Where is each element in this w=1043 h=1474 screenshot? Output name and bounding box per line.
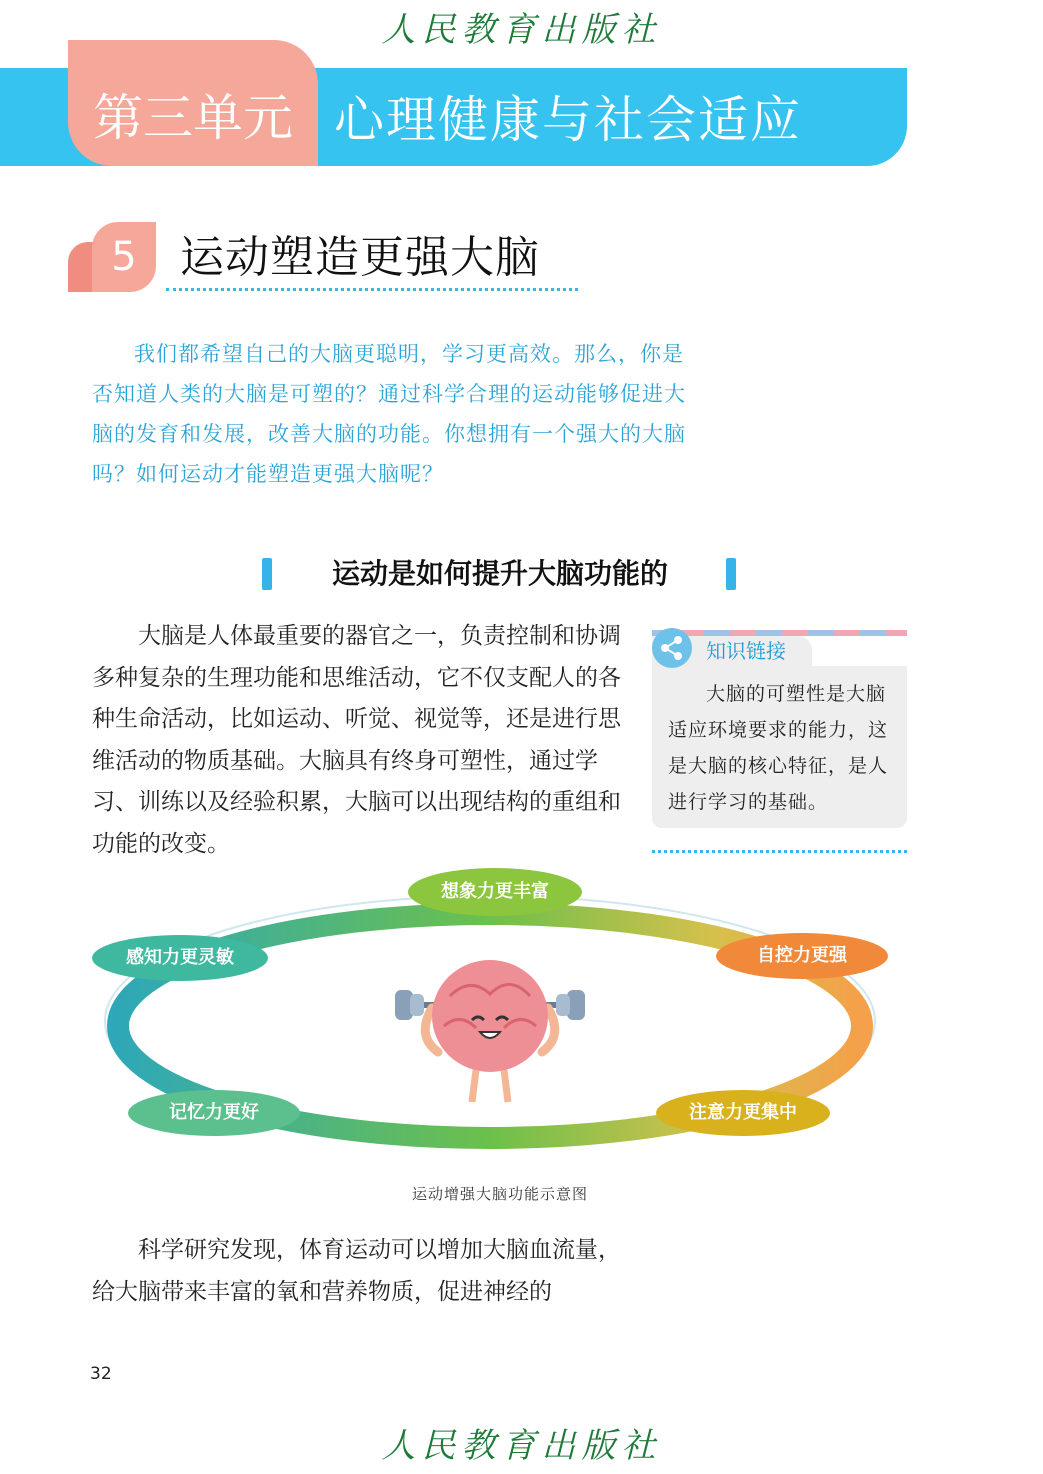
intro-paragraph: 我们都希望自己的大脑更聪明，学习更高效。那么，你是否知道人类的大脑是可塑的？通过科学合理的运动能够促进大脑的发育和发展，改善大脑的功能。你想拥有一个强大的大脑吗？如何运动才能塑造更强大脑呢？ [92, 342, 686, 486]
lesson-title-underline [166, 288, 578, 291]
lesson-number: 5 [111, 234, 137, 280]
lesson-tab-decoration [68, 242, 94, 292]
section-marker-right [726, 558, 736, 590]
knowledge-box-text: 大脑的可塑性是大脑适应环境要求的能力，这是大脑的核心特征，是人进行学习的基础。 [668, 683, 889, 813]
section-marker-left [262, 558, 272, 590]
body-paragraph-2: 科学研究发现，体育运动可以增加大脑血流量，给大脑带来丰富的氧和营养物质，促进神经的 [92, 1237, 621, 1305]
page-number: 32 [90, 1364, 112, 1384]
publisher-logo-bottom: 人民教育出版社 [381, 1426, 662, 1466]
knowledge-box-underline [652, 850, 907, 853]
label-attention: 注意力更集中 [656, 1090, 830, 1136]
knowledge-box-label: 知识链接 [706, 639, 786, 663]
label-self-control: 自控力更强 [716, 933, 888, 979]
label-perception: 感知力更灵敏 [92, 935, 268, 981]
brain-lifting-dumbbells-icon [395, 960, 585, 1102]
brain-function-diagram [90, 866, 900, 1166]
label-memory: 记忆力更好 [128, 1090, 300, 1136]
lesson-title: 运动塑造更强大脑 [180, 232, 540, 283]
share-nodes-icon [652, 628, 692, 668]
label-imagination: 想象力更丰富 [408, 868, 582, 916]
unit-number-label: 第三单元 [93, 89, 293, 147]
unit-title: 心理健康与社会适应 [334, 91, 802, 149]
body-paragraph-1: 大脑是人体最重要的器官之一，负责控制和协调多种复杂的生理功能和思维活动，它不仅支配人的各种生命活动，比如运动、听觉、视觉等，还是进行思维活动的物质基础。大脑具有终身可塑性，通过学习、训练以及经验积累，大脑可以出现结构的重组和功能的改变。 [92, 623, 621, 857]
section-title: 运动是如何提升大脑功能的 [331, 557, 668, 590]
publisher-logo-top: 人民教育出版社 [381, 10, 662, 50]
diagram-caption: 运动增强大脑功能示意图 [411, 1185, 588, 1203]
